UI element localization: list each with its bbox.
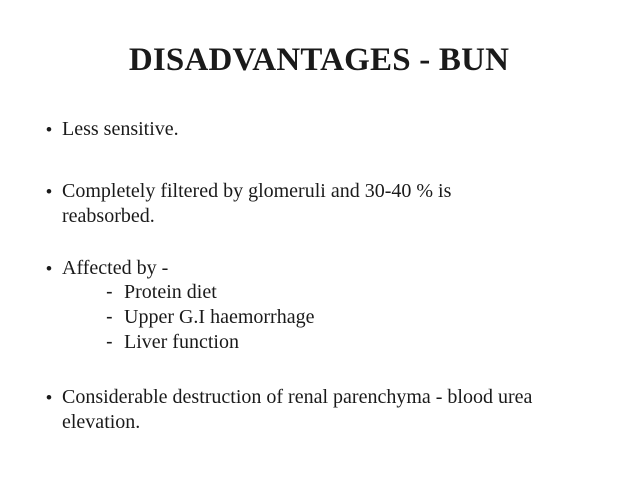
dash-icon: -: [106, 281, 113, 303]
sub-item: [106, 330, 239, 355]
bullet-text: Affected by -: [62, 257, 169, 279]
sub-item-text: Protein diet: [124, 281, 217, 303]
bullet-icon: •: [46, 388, 52, 407]
bullet-item: [46, 256, 602, 281]
bullet-item: [46, 117, 602, 142]
dash-icon: -: [106, 331, 113, 353]
dash-icon: -: [106, 306, 113, 328]
bullet-item: [46, 179, 602, 229]
bullet-text: Considerable destruction of renal parenchyma - blood urea: [62, 386, 533, 408]
sub-item-text: Liver function: [124, 331, 239, 353]
bullet-text-continuation: reabsorbed.: [62, 205, 155, 227]
bullet-item: [46, 385, 602, 435]
bullet-icon: •: [46, 120, 52, 139]
sub-item-text: Upper G.I haemorrhage: [124, 306, 315, 328]
bullet-text-continuation: elevation.: [62, 411, 141, 433]
bullet-icon: •: [46, 259, 52, 278]
bullet-text: Completely filtered by glomeruli and 30-40 % is: [62, 180, 452, 202]
sub-item: [106, 305, 314, 330]
sub-item: [106, 280, 217, 305]
bullet-icon: •: [46, 182, 52, 201]
bullet-text: Less sensitive.: [62, 118, 179, 140]
slide-title: DISADVANTAGES - BUN: [128, 42, 510, 78]
